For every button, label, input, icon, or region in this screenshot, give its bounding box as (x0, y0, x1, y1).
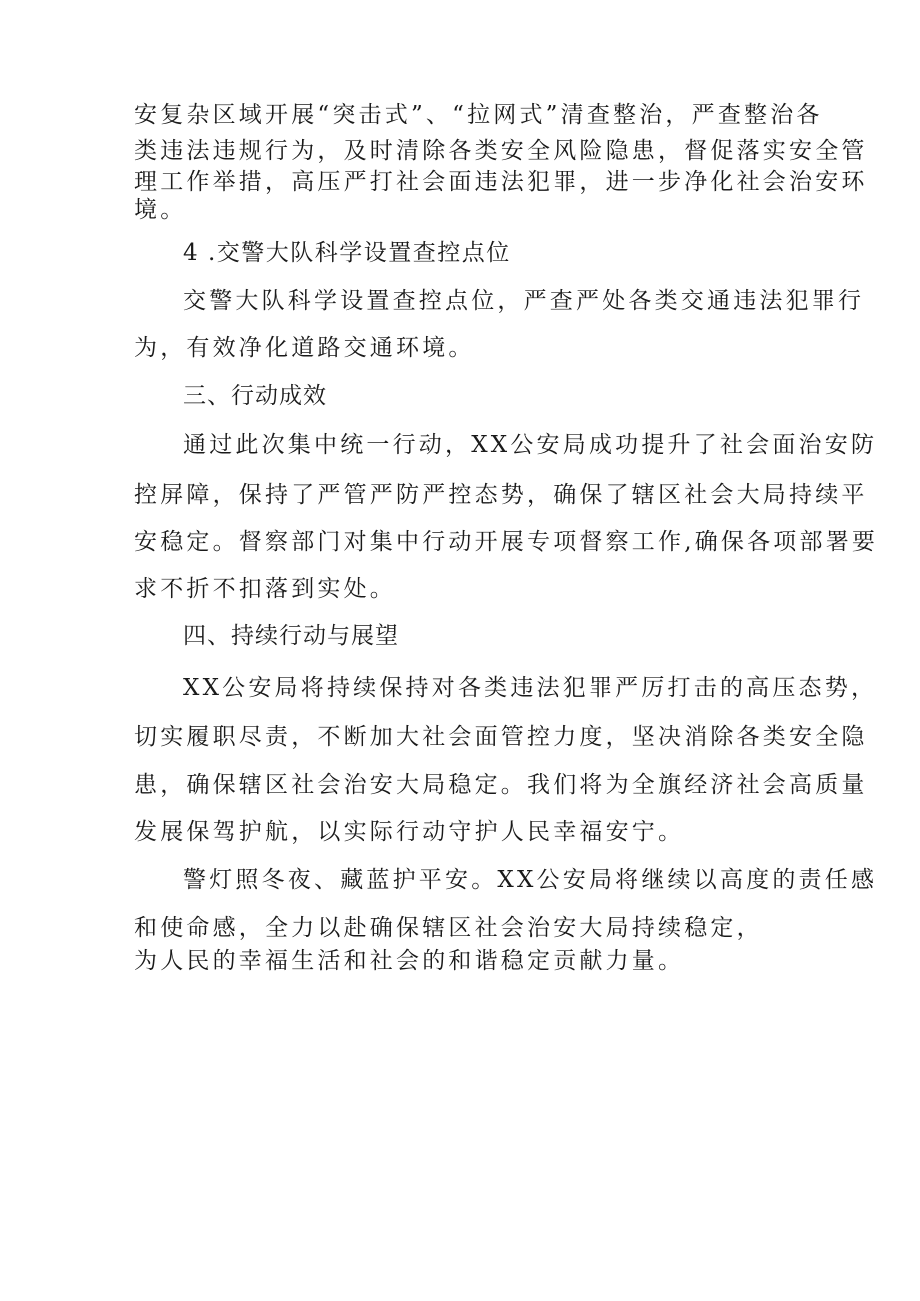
paragraph-line: 安稳定。督察部门对集中行动开展专项督察工作,确保各项部署要 (134, 529, 879, 555)
paragraph-line: XX公安局将持续保持对各类违法犯罪严厉打击的高压态势， (183, 675, 878, 701)
paragraph-line: 发展保驾护航，以实际行动守护人民幸福安宁。 (134, 819, 685, 845)
section-heading: 四、持续行动与展望 (183, 623, 399, 649)
paragraph-line: 患，确保辖区社会治安大局稳定。我们将为全旗经济社会高质量 (134, 772, 868, 798)
section-heading: 三、行动成效 (183, 383, 327, 409)
paragraph-line: 境。 (134, 197, 187, 223)
paragraph-line: 为人民的幸福生活和社会的和谐稳定贡献力量。 (134, 948, 685, 974)
paragraph-line: 为，有效净化道路交通环境。 (134, 335, 475, 361)
paragraph-line: 安复杂区域开展“突击式”、“拉网式”清查整治，严查整治各 (134, 102, 823, 128)
paragraph-line: 理工作举措，高压严打社会面违法犯罪，进一步净化社会治安环 (134, 169, 868, 195)
paragraph-line: 和使命感，全力以赴确保辖区社会治安大局持续稳定， (134, 915, 763, 941)
paragraph-line: 通过此次集中统一行动，XX公安局成功提升了社会面治安防 (183, 432, 878, 458)
paragraph-line: 控屏障，保持了严管严防严控态势，确保了辖区社会大局持续平 (134, 482, 868, 508)
paragraph-line: 警灯照冬夜、藏蓝护平安。XX公安局将继续以高度的责任感 (183, 867, 878, 893)
paragraph-line: 类违法违规行为，及时清除各类安全风险隐患，督促落实安全管 (134, 138, 868, 164)
paragraph-line: 交警大队科学设置查控点位，严查严处各类交通违法犯罪行 (183, 288, 865, 314)
paragraph-line: 求不折不扣落到实处。 (134, 576, 396, 602)
subsection-title: 4 .交警大队科学设置查控点位 (183, 240, 511, 266)
paragraph-line: 切实履职尽责，不断加大社会面管控力度，坚决消除各类安全隐 (134, 724, 868, 750)
